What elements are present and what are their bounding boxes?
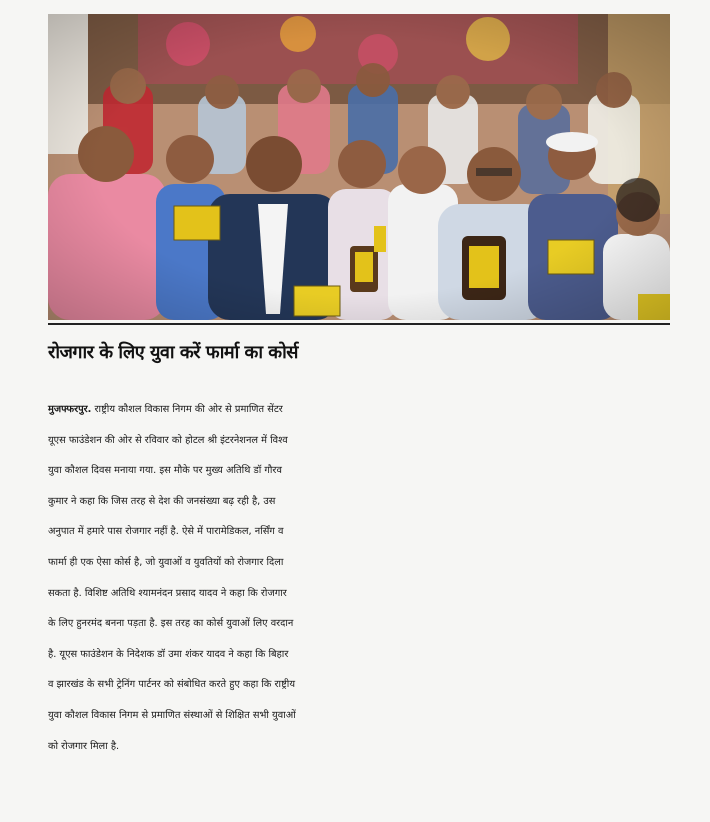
event-group-photo: [48, 14, 670, 320]
article-line-1-text: राष्ट्रीय कौशल विकास निगम की ओर से प्रमाणित सेंटर: [94, 404, 283, 415]
article-line-1: [48, 395, 674, 426]
article-line: है. यूएस फाउंडेशन के निदेशक डॉ उमा शंकर यादव ने कहा कि बिहार: [48, 648, 289, 660]
article-body: [48, 395, 674, 762]
headline: रोजगार के लिए युवा करें फार्मा का कोर्स: [48, 342, 298, 363]
article-line: युवा कौशल विकास निगम से प्रमाणित संस्थाओं से शिक्षित सभी युवाओं: [48, 709, 296, 721]
article-line: व झारखंड के सभी ट्रेनिंग पार्टनर को संबोधित करते हुए कहा कि राष्ट्रीय: [48, 679, 296, 691]
article-line: को रोजगार मिला है.: [48, 740, 120, 752]
article-line: कुमार ने कहा कि जिस तरह से देश की जनसंख्या बढ़ रही है, उस: [48, 495, 276, 507]
article-line: सकता है. विशिष्ट अतिथि श्यामनंदन प्रसाद यादव ने कहा कि रोजगार: [48, 587, 287, 599]
divider-rule: [48, 323, 670, 325]
article-line: के लिए हुनरमंद बनना पड़ता है. इस तरह का कोर्स युवाओं लिए वरदान: [48, 618, 294, 630]
dateline: मुजफ्फरपुर.: [48, 404, 92, 415]
article-line: अनुपात में हमारे पास रोजगार नहीं है. ऐसे में पारामेडिकल, नर्सिंग व: [48, 526, 284, 538]
article-line: यूएस फाउंडेशन की ओर से रविवार को होटल श्री इंटरनेशनल में विश्व: [48, 434, 288, 446]
article-line: फार्मा ही एक ऐसा कोर्स है, जो युवाओं व युवतियों को रोजगार दिला: [48, 556, 284, 568]
article-line: युवा कौशल दिवस मनाया गया. इस मौके पर मुख्य अतिथि डॉ गौरव: [48, 465, 282, 477]
group-photo-illustration: [48, 14, 670, 320]
